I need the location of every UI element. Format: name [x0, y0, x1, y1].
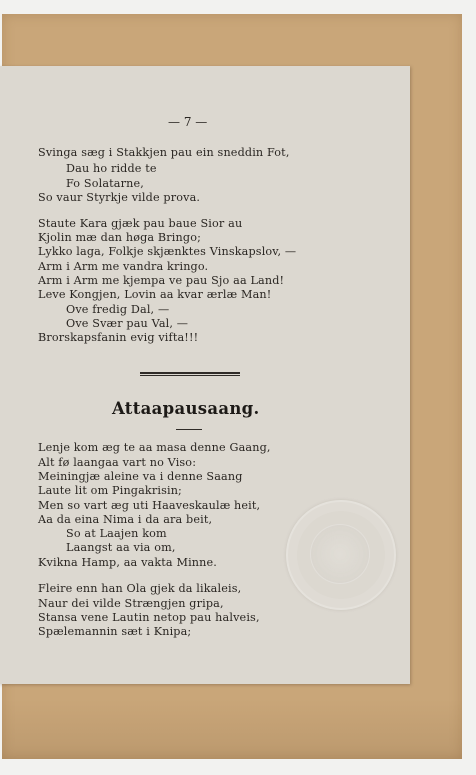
verse-line: Lykko laga, Folkje skjænktes Vinskapslov, — [38, 245, 297, 258]
verse-line: Naur dei vilde Strængjen gripa, [38, 597, 224, 610]
section-divider [140, 372, 240, 374]
verse-line: Arm i Arm me kjempa ve pau Sjo aa Land! [38, 274, 285, 287]
verse-line: Stansa vene Lautin netop pau halveis, [38, 611, 260, 624]
verse-line: Fo Solatarne, [66, 177, 144, 190]
verse-line: Men so vart æg uti Haaveskaulæ heit, [38, 499, 261, 512]
verse-line: Kjolin mæ dan høga Bringo; [38, 231, 201, 244]
verse-line: Alt fø laangaa vart no Viso: [38, 456, 197, 469]
section-divider [140, 375, 240, 376]
verse-line: So vaur Styrkje vilde prova. [38, 191, 201, 204]
verse-line: Meiningjæ aleine va i denne Saang [38, 470, 243, 483]
verse-line: Laangst aa via om, [66, 541, 176, 554]
verse-line: Spælemannin sæt i Knipa; [38, 625, 192, 638]
title-underline [176, 429, 202, 430]
verse-line: Leve Kongjen, Lovin aa kvar ærlæ Man! [38, 288, 272, 301]
verse-line: Kvikna Hamp, aa vakta Minne. [38, 556, 217, 569]
verse-line: So at Laajen kom [66, 527, 167, 540]
verse-line: Arm i Arm me vandra kringo. [38, 260, 209, 273]
page-number: — 7 — [168, 115, 208, 129]
verse-line: Lenje kom æg te aa masa denne Gaang, [38, 441, 271, 454]
verse-line: Svinga sæg i Stakkjen pau ein sneddin Fot, [38, 146, 290, 159]
verse-line: Dau ho ridde te [66, 162, 157, 175]
verse-line: Laute lit om Pingakrisin; [38, 484, 182, 497]
verse-line: Ove fredig Dal, — [66, 303, 170, 316]
verse-line: Staute Kara gjæk pau baue Sior au [38, 217, 243, 230]
verse-line: Fleire enn han Ola gjek da likaleis, [38, 582, 242, 595]
verse-line: Ove Svær pau Val, — [66, 317, 189, 330]
section-title: Attaapausaang. [112, 399, 260, 418]
verse-line: Aa da eina Nima i da ara beit, [38, 513, 213, 526]
library-stamp-icon [286, 500, 396, 610]
verse-line: Brorskapsfanin evig vifta!!! [38, 331, 199, 344]
